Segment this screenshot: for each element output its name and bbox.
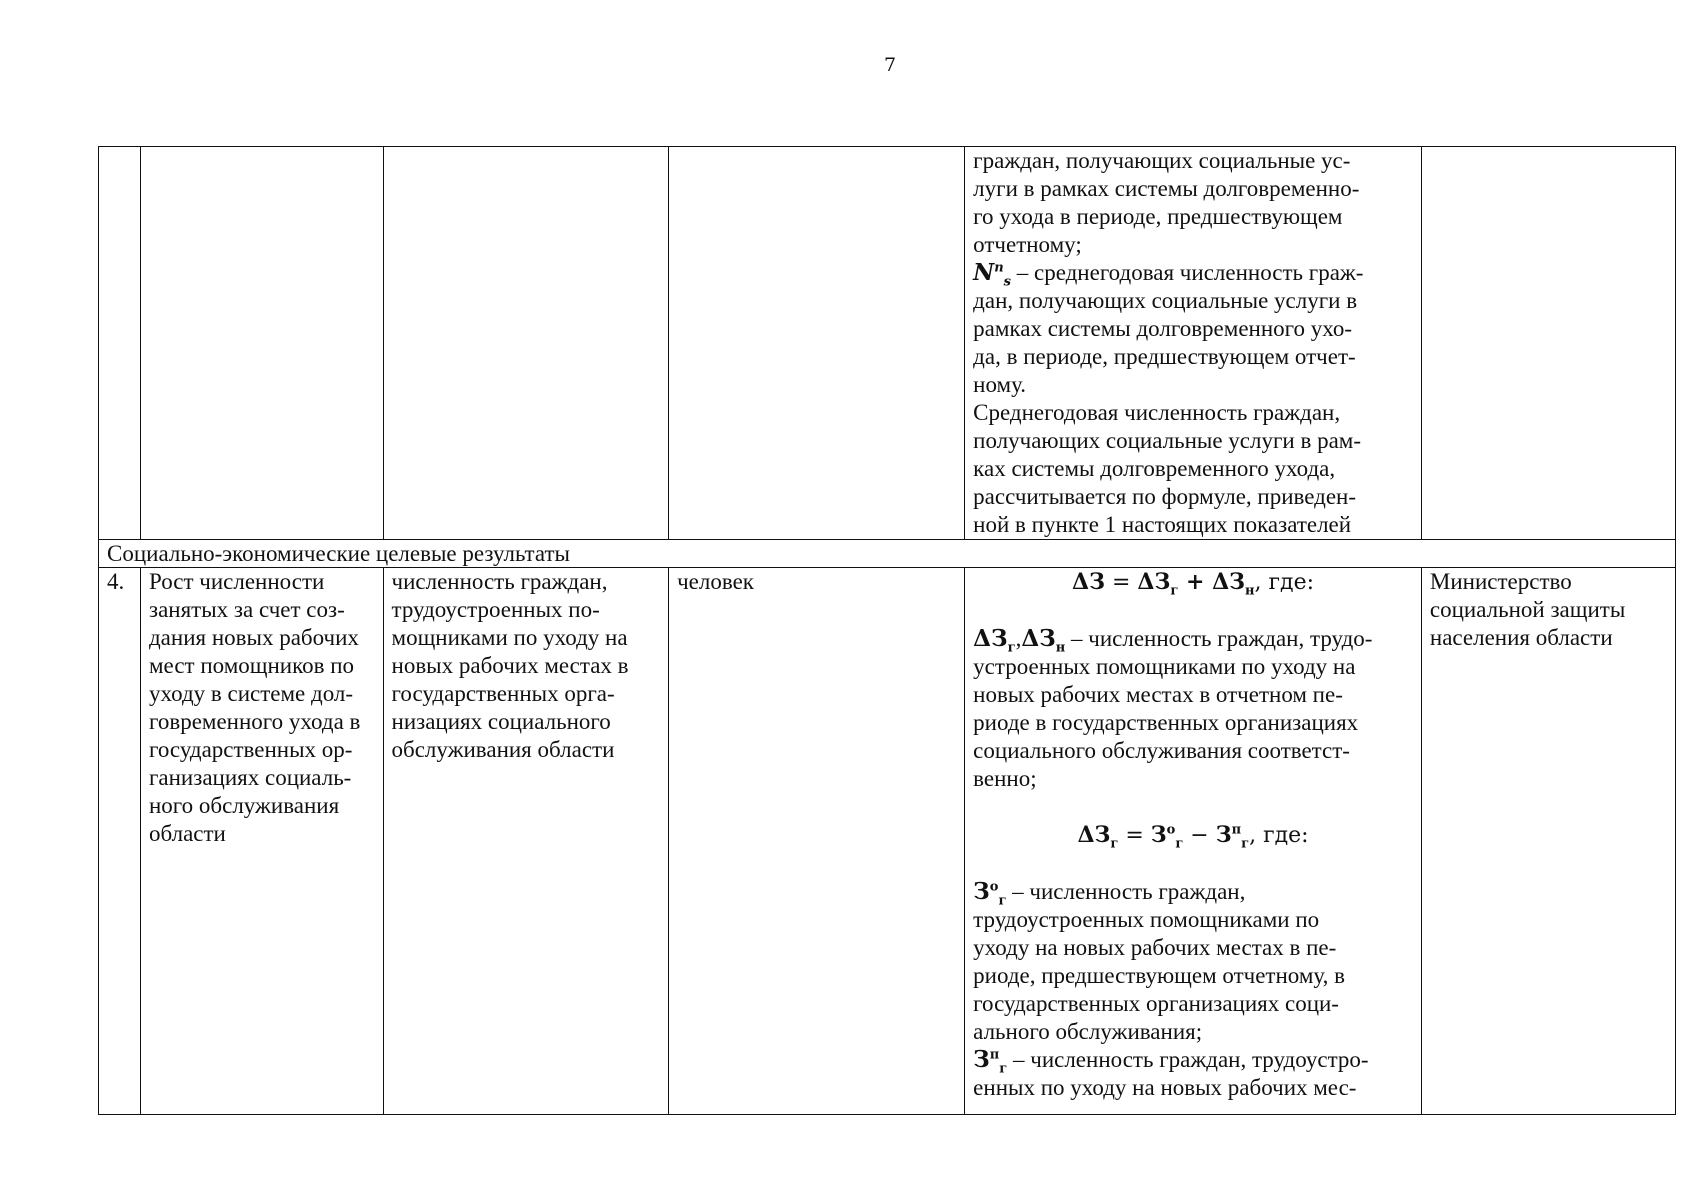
name-line: ного обслуживания bbox=[148, 793, 340, 818]
name-line: области bbox=[148, 821, 226, 846]
formula-delta-z: $\Delta З = \Delta З_г + \Delta З_н$, где: bbox=[1072, 569, 1315, 599]
method-line: рассчитывается по формуле, приведен- bbox=[973, 484, 1357, 509]
method-line: риоде в государственных организациях bbox=[973, 710, 1359, 735]
method-line: го ухода в периоде, предшествующем bbox=[973, 204, 1343, 229]
page-number: 7 bbox=[883, 54, 897, 76]
ns-symbol: $N^п_s$ bbox=[973, 259, 1011, 290]
definition-line: новых рабочих местах в bbox=[391, 653, 629, 678]
responsible-line: населения области bbox=[1429, 625, 1613, 650]
method-line: рамках системы долговременного ухо- bbox=[973, 316, 1353, 341]
cell-number-empty bbox=[99, 147, 141, 540]
definition-line: низациях социального bbox=[391, 709, 611, 734]
method-line: устроенных помощниками по уходу на bbox=[973, 654, 1356, 679]
method-line: венно; bbox=[973, 766, 1037, 791]
cell-definition bbox=[383, 568, 669, 1115]
definition-z-o: $З^о_г$ – численность граждан, bbox=[973, 878, 1246, 909]
cell-unit-empty bbox=[669, 147, 965, 540]
section-title: Социально-экономические целевые результаты bbox=[99, 540, 1676, 568]
formula-delta-z-g: $\Delta З_г = З^о_г - З^п_г$, где: bbox=[1077, 822, 1309, 852]
method-line: социального обслуживания соответст- bbox=[973, 738, 1350, 763]
table-row-4 bbox=[99, 568, 1676, 1115]
method-line: ального обслуживания; bbox=[973, 1019, 1203, 1044]
table-row-continuation bbox=[99, 147, 1676, 540]
definition-delta-z: $\Delta З_г,\Delta З_н$ – численность граждан, трудо- bbox=[973, 625, 1373, 656]
method-line: енных по уходу на новых рабочих мес- bbox=[973, 1075, 1357, 1100]
method-line: получающих социальные услуги в рам- bbox=[973, 428, 1362, 453]
name-line: мест помощников по bbox=[148, 653, 355, 678]
definition-line: численность граждан, bbox=[391, 569, 608, 594]
responsible-line: социальной защиты bbox=[1429, 597, 1626, 622]
name-line: дания новых рабочих bbox=[148, 625, 359, 650]
method-line: Среднегодовая численность граждан, bbox=[973, 400, 1341, 425]
definition-line: обслуживания области bbox=[391, 737, 615, 762]
indicators-table bbox=[98, 146, 1676, 1115]
method-line: да, в периоде, предшествующем отчет- bbox=[973, 344, 1356, 369]
cell-definition-empty bbox=[383, 147, 669, 540]
method-line: риоде, предшествующем отчетному, в bbox=[973, 963, 1345, 988]
definition-line: трудоустроенных по- bbox=[391, 597, 600, 622]
name-line: Рост численности bbox=[148, 569, 325, 594]
name-line: занятых за счет соз- bbox=[148, 597, 345, 622]
cell-unit: человек bbox=[669, 568, 965, 1115]
method-line: ной в пункте 1 настоящих показателей bbox=[973, 512, 1352, 537]
method-line: государственных организациях соци- bbox=[973, 991, 1339, 1016]
method-line: дан, получающих социальные услуги в bbox=[973, 288, 1358, 313]
method-line: новых рабочих местах в отчетном пе- bbox=[973, 682, 1343, 707]
cell-responsible bbox=[1421, 568, 1675, 1115]
definition-line: государственных орга- bbox=[391, 681, 615, 706]
section-row bbox=[99, 540, 1676, 568]
method-line: ному. bbox=[973, 372, 1027, 397]
cell-name-empty bbox=[140, 147, 383, 540]
cell-responsible-empty bbox=[1421, 147, 1675, 540]
method-line: ках системы долговременного ухода, bbox=[973, 456, 1336, 481]
definition-z-p: $З^п_г$ – численность граждан, трудоустро- bbox=[973, 1046, 1369, 1077]
method-line: луги в рамках системы долговременно- bbox=[973, 176, 1360, 201]
responsible-line: Министерство bbox=[1429, 569, 1572, 594]
cell-calculation-method bbox=[965, 568, 1422, 1115]
name-line: ганизациях социаль- bbox=[148, 765, 352, 790]
cell-number: 4. bbox=[99, 568, 141, 1115]
method-line: уходу на новых рабочих местах в пе- bbox=[973, 935, 1337, 960]
ns-definition: $N^п_s$ – среднегодовая численность граж- bbox=[973, 259, 1364, 290]
definition-line: мощниками по уходу на bbox=[391, 625, 628, 650]
name-line: уходу в системе дол- bbox=[148, 681, 354, 706]
method-line: трудоустроенных помощниками по bbox=[973, 907, 1320, 932]
cell-indicator-name bbox=[140, 568, 383, 1115]
name-line: государственных ор- bbox=[148, 737, 353, 762]
name-line: говременного ухода в bbox=[148, 709, 361, 734]
method-line: отчетному; bbox=[973, 232, 1082, 257]
method-line: граждан, получающих социальные ус- bbox=[973, 148, 1351, 173]
cell-method bbox=[965, 147, 1422, 540]
